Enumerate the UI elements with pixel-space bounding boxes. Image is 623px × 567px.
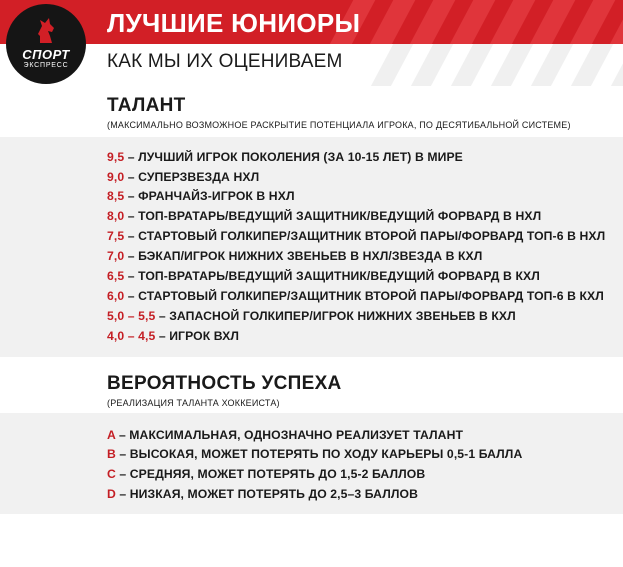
talent-item — [107, 209, 541, 223]
logo-line-2: ЭКСПРЕСС — [23, 62, 69, 69]
success-item — [107, 447, 522, 461]
talent-item — [107, 309, 516, 323]
knight-icon — [36, 16, 56, 44]
talent-description: – ИГРОК ВХЛ — [155, 329, 240, 343]
success-item — [107, 428, 463, 442]
success-grade: B — [107, 447, 116, 461]
page-subtitle: КАК МЫ ИХ ОЦЕНИВАЕМ — [107, 51, 343, 72]
talent-description: – ФРАНЧАЙЗ-ИГРОК В НХЛ — [124, 189, 295, 203]
talent-item — [107, 150, 463, 164]
talent-value: 5,0 – 5,5 — [107, 309, 156, 323]
logo-line-1: СПОРТ — [22, 47, 70, 62]
talent-value: 6,5 — [107, 269, 125, 283]
talent-description: – ЗАПАСНОЙ ГОЛКИПЕР/ИГРОК НИЖНИХ ЗВЕНЬЕВ В КХЛ — [155, 309, 516, 323]
talent-item — [107, 249, 482, 263]
success-description: – СРЕДНЯЯ, МОЖЕТ ПОТЕРЯТЬ ДО 1,5-2 БАЛЛОВ — [115, 467, 426, 481]
success-description: – НИЗКАЯ, МОЖЕТ ПОТЕРЯТЬ ДО 2,5–3 БАЛЛОВ — [115, 487, 419, 501]
talent-description: – СТАРТОВЫЙ ГОЛКИПЕР/ЗАЩИТНИК ВТОРОЙ ПАРЫ/ФОРВАРД ТОП-6 В НХЛ — [124, 229, 606, 243]
talent-value: 7,0 — [107, 249, 125, 263]
page-title: ЛУЧШИЕ ЮНИОРЫ — [107, 8, 361, 38]
success-item — [107, 487, 418, 501]
talent-item — [107, 289, 604, 303]
success-grade: D — [107, 487, 116, 501]
success-item — [107, 467, 425, 481]
success-grade: C — [107, 467, 116, 481]
talent-description: – БЭКАП/ИГРОК НИЖНИХ ЗВЕНЬЕВ В НХЛ/ЗВЕЗДА В КХЛ — [124, 249, 483, 263]
success-description: – ВЫСОКАЯ, МОЖЕТ ПОТЕРЯТЬ ПО ХОДУ КАРЬЕРЫ 0,5-1 БАЛЛА — [115, 447, 523, 461]
talent-value: 6,0 — [107, 289, 125, 303]
talent-item — [107, 229, 605, 243]
talent-value: 9,5 — [107, 150, 125, 164]
success-description: – МАКСИМАЛЬНАЯ, ОДНОЗНАЧНО РЕАЛИЗУЕТ ТАЛАНТ — [115, 428, 464, 442]
talent-item — [107, 329, 239, 343]
talent-item — [107, 189, 295, 203]
sport-express-logo — [6, 4, 86, 84]
talent-item — [107, 170, 259, 184]
talent-value: 8,5 — [107, 189, 125, 203]
talent-value: 9,0 — [107, 170, 125, 184]
talent-value: 8,0 — [107, 209, 125, 223]
talent-value: 4,0 – 4,5 — [107, 329, 156, 343]
talent-note: (МАКСИМАЛЬНО ВОЗМОЖНОЕ РАСКРЫТИЕ ПОТЕНЦИАЛА ИГРОКА, ПО ДЕСЯТИБАЛЬНОЙ СИСТЕМЕ) — [107, 120, 571, 130]
success-note: (РЕАЛИЗАЦИЯ ТАЛАНТА ХОККЕИСТА) — [107, 398, 280, 408]
talent-description: – ТОП-ВРАТАРЬ/ВЕДУЩИЙ ЗАЩИТНИК/ВЕДУЩИЙ ФОРВАРД В НХЛ — [124, 209, 542, 223]
talent-description: – СТАРТОВЫЙ ГОЛКИПЕР/ЗАЩИТНИК ВТОРОЙ ПАРЫ/ФОРВАРД ТОП-6 В КХЛ — [124, 289, 604, 303]
talent-description: – ТОП-ВРАТАРЬ/ВЕДУЩИЙ ЗАЩИТНИК/ВЕДУЩИЙ ФОРВАРД В КХЛ — [124, 269, 540, 283]
talent-panel — [0, 137, 623, 357]
talent-value: 7,5 — [107, 229, 125, 243]
talent-description: – ЛУЧШИЙ ИГРОК ПОКОЛЕНИЯ (ЗА 10-15 ЛЕТ) В МИРЕ — [124, 150, 463, 164]
talent-heading: ТАЛАНТ — [107, 95, 186, 116]
success-grade: A — [107, 428, 116, 442]
talent-description: – СУПЕРЗВЕЗДА НХЛ — [124, 170, 260, 184]
talent-item — [107, 269, 540, 283]
success-heading: ВЕРОЯТНОСТЬ УСПЕХА — [107, 373, 342, 394]
